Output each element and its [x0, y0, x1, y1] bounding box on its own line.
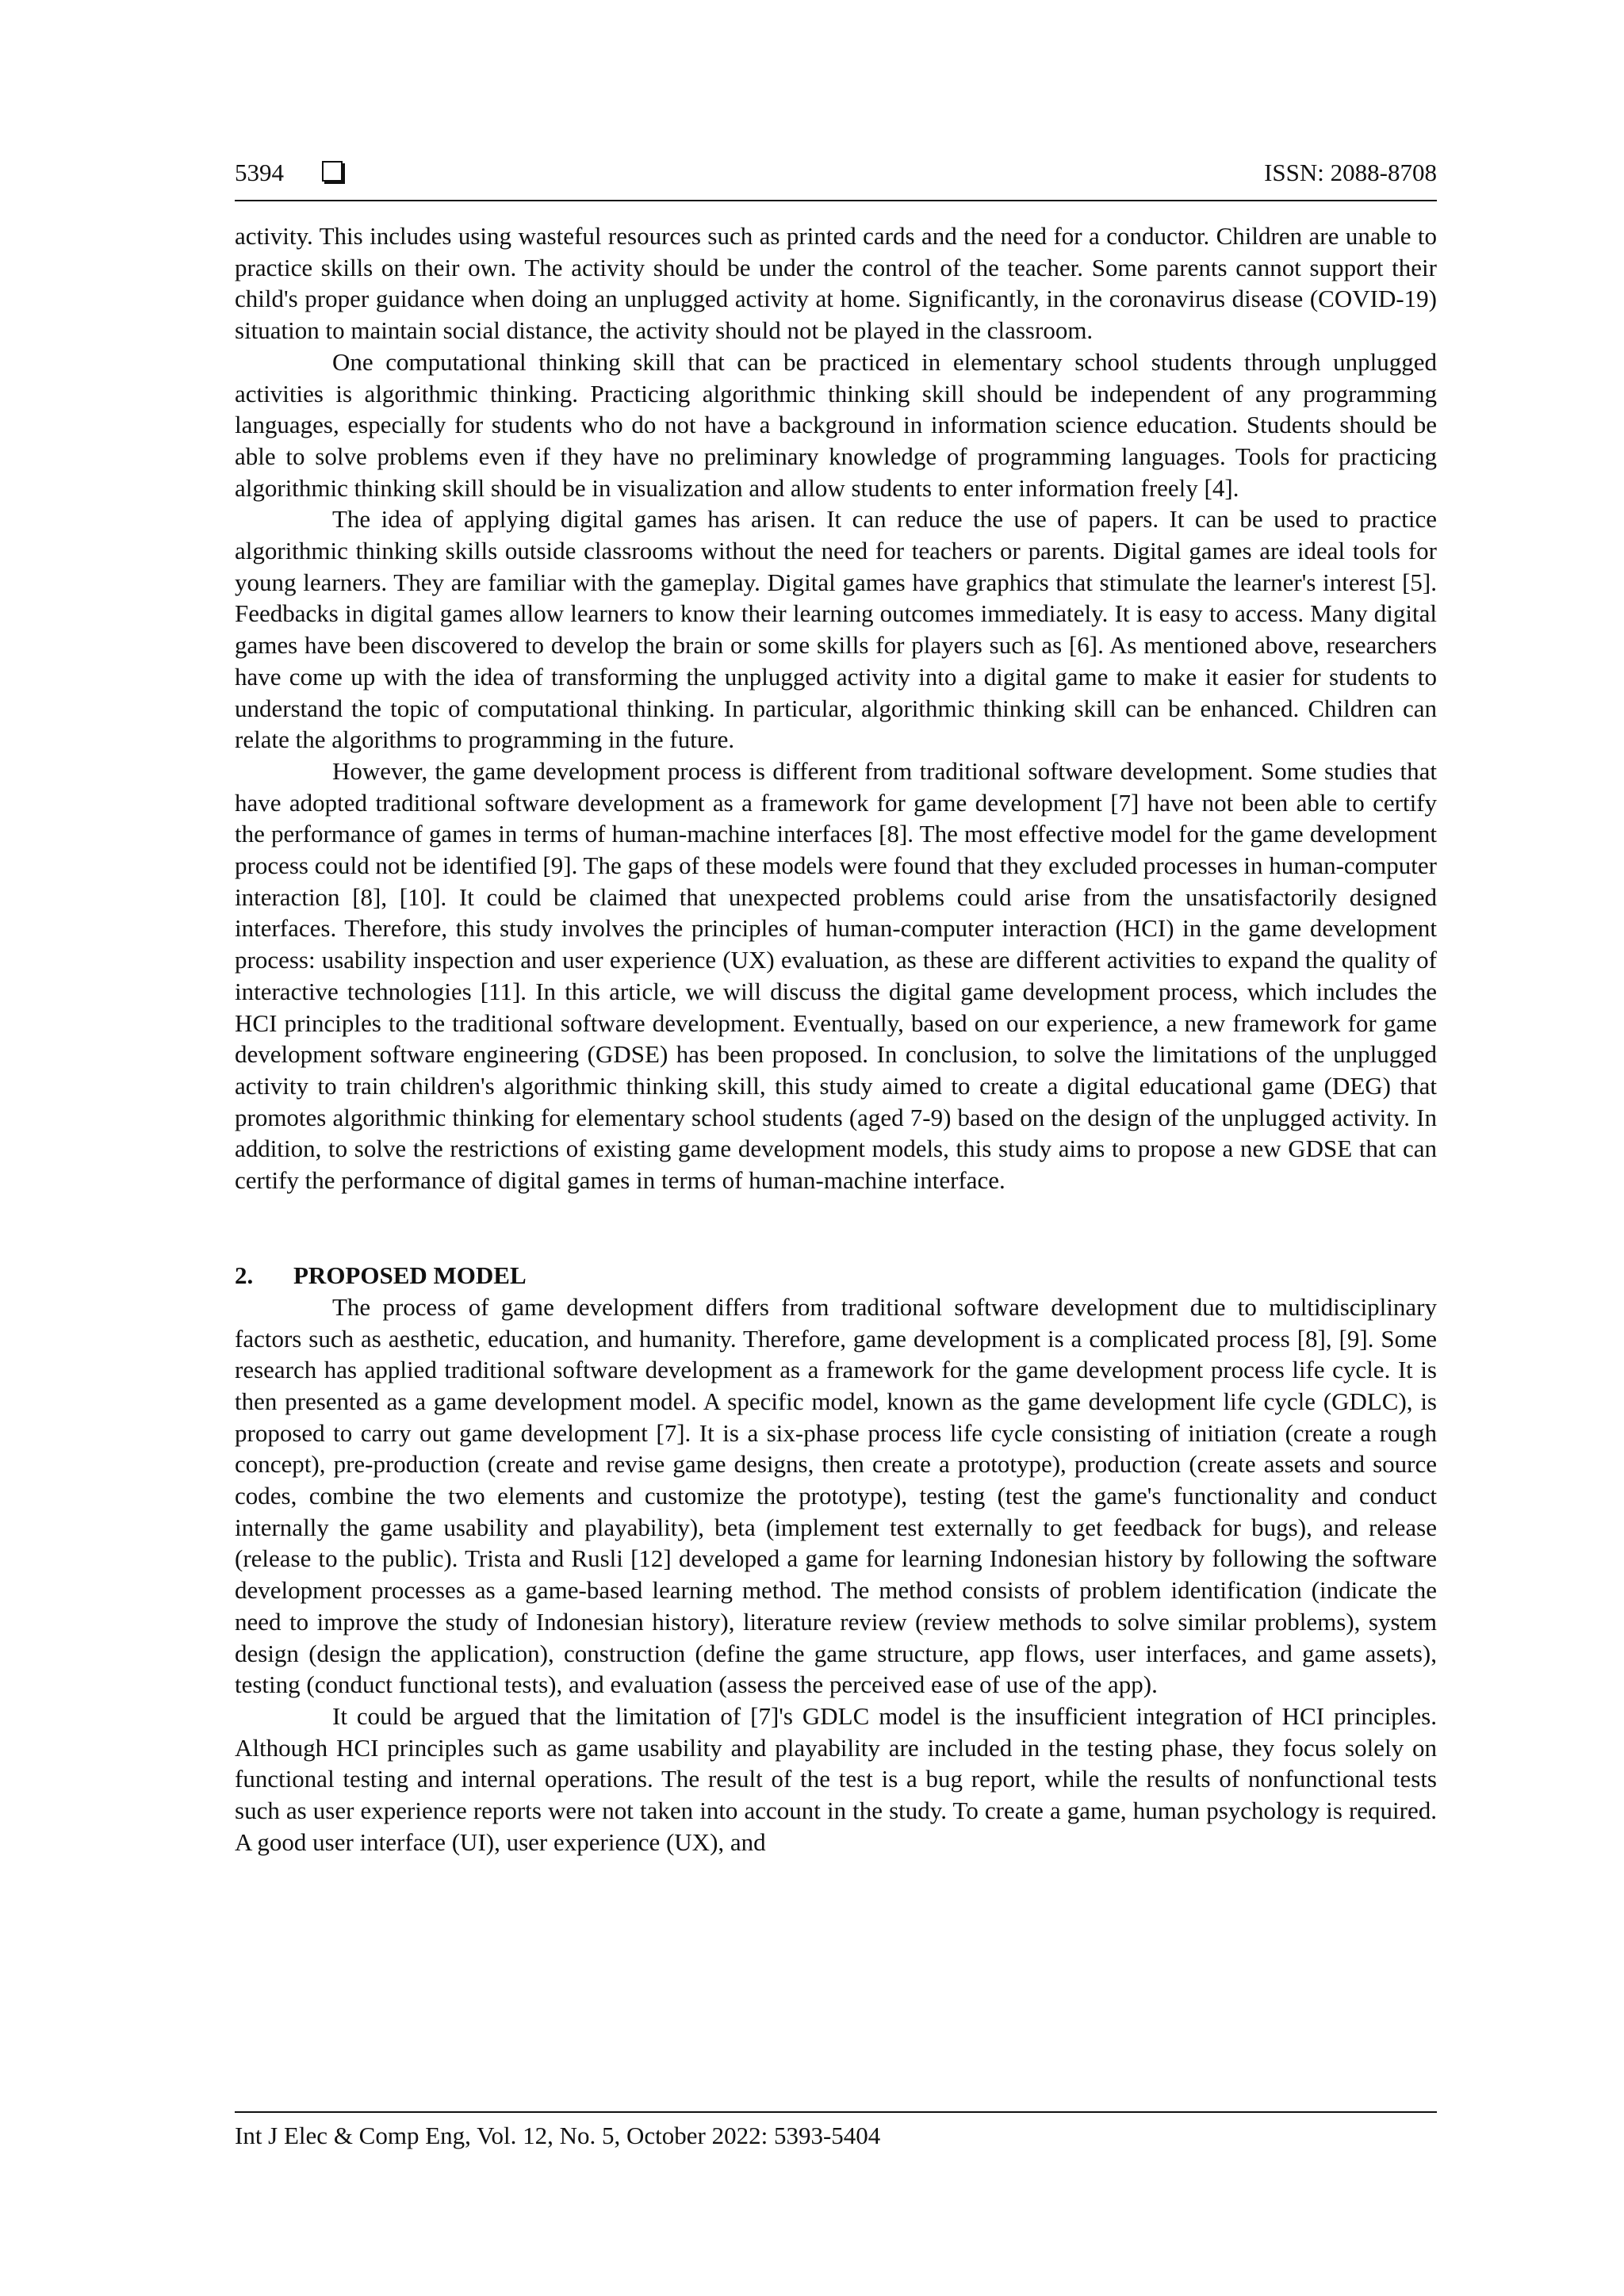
paragraph: However, the game development process is different from traditional software development. Some studies that have adopted traditional software development as a framework for game development [7] have not been able to certify the performance of games in terms of human-machine interfaces [8]. The most effective model for the game development process could not be identified [9]. The gaps of these models were found that they excluded processes in human-computer interaction [8], [10]. It could be claimed that unexpected problems could arise from the unsatisfactorily designed interfaces. Therefore, this study involves the principles of human-computer interaction (HCI) in the game development process: usability inspection and user experience (UX) evaluation, as these are different activities to expand the quality of interactive technologies [11]. In this article, we will discuss the digital game development process, which includes the HCI principles to the traditional software development. Eventually, based on our experience, a new framework for game development software engineering (GDSE) has been proposed. In conclusion, to solve the limitations of the unplugged activity to train children's algorithmic thinking skill, this study aimed to create a digital educational game (DEG) that promotes algorithmic thinking for elementary school students (aged 7-9) based on the design of the unplugged activity. In addition, to solve the restrictions of existing game development models, this study aims to propose a new GDSE that can certify the performance of digital games in terms of human-machine interface. [235, 756, 1437, 1195]
issn-label: ISSN: 2088-8708 [1264, 159, 1437, 186]
paragraph: It could be argued that the limitation of [7]'s GDLC model is the insufficient integration of HCI principles. Although HCI principles such as game usability and playability are included in the testing phase, they focus solely on functional testing and internal operations. The result of the test is a bug report, while the results of nonfunctional tests such as user experience reports were not taken into account in the study. To create a game, human psychology is required. A good user interface (UI), user experience (UX), and [235, 1701, 1437, 1856]
section-heading [235, 1260, 1437, 1292]
page-number: 5394 [235, 159, 284, 186]
checkbox-square-icon [322, 161, 343, 182]
paragraph: The idea of applying digital games has arisen. It can reduce the use of papers. It can be used to practice algorithmic thinking skills outside classrooms without the need for teachers or parents. Digital games are ideal tools for young learners. They are familiar with the gameplay. Digital games have graphics that stimulate the learner's interest [5]. Feedbacks in digital games allow learners to know their learning outcomes immediately. It is easy to access. Many digital games have been discovered to develop the brain or some skills for players such as [6]. As mentioned above, researchers have come up with the idea of transforming the unplugged activity into a digital game to make it easier for students to understand the topic of computational thinking. In particular, algorithmic thinking skill can be enhanced. Children can relate the algorithms to programming in the future. [235, 505, 1437, 754]
journal-citation: Int J Elec & Comp Eng, Vol. 12, No. 5, October 2022: 5393-5404 [235, 2122, 881, 2149]
section-title: PROPOSED MODEL [293, 1261, 527, 1289]
paragraph-continued: activity. This includes using wasteful resources such as printed cards and the need for a conductor. Children are unable to practice skills on their own. The activity should be under the control of the teacher. Some parents cannot support their child's proper guidance when doing an unplugged activity at home. Significantly, in the coronavirus disease (COVID-19) situation to maintain social distance, the activity should not be played in the classroom. [235, 222, 1437, 345]
paragraph: One computational thinking skill that can be practiced in elementary school students through unplugged activities is algorithmic thinking. Practicing algorithmic thinking skill should be independent of any programming languages, especially for students who do not have a background in information science education. Students should be able to solve problems even if they have no preliminary knowledge of programming languages. Tools for practicing algorithmic thinking skill should be in visualization and allow students to enter information freely [4]. [235, 347, 1437, 502]
paragraph: The process of game development differs from traditional software development due to multidisciplinary factors such as aesthetic, education, and humanity. Therefore, game development is a complicated process [8], [9]. Some research has applied traditional software development as a framework for the game development process life cycle. It is then presented as a game development model. A specific model, known as the game development life cycle (GDLC), is proposed to carry out game development [7]. It is a six-phase process life cycle consisting of initiation (create a rough concept), pre-production (create and revise game designs, then create a prototype), production (create assets and source codes, combine the two elements and customize the prototype), testing (test the game's functionality and conduct internally the game usability and playability), beta (implement test externally to get feedback for bugs), and release (release to the public). Trista and Rusli [12] developed a game for learning Indonesian history by following the software development processes as a game-based learning method. The method consists of problem identification (indicate the need to improve the study of Indonesian history), literature review (review methods to solve similar problems), system design (design the application), construction (define the game structure, app flows, user interfaces, and game assets), testing (conduct functional tests), and evaluation (assess the perceived ease of use of the app). [235, 1292, 1437, 1699]
footer-divider [235, 2111, 1437, 2113]
header-divider [235, 200, 1437, 201]
article-body [235, 220, 1437, 1858]
page-header [235, 155, 1437, 197]
section-number: 2. [235, 1261, 254, 1289]
